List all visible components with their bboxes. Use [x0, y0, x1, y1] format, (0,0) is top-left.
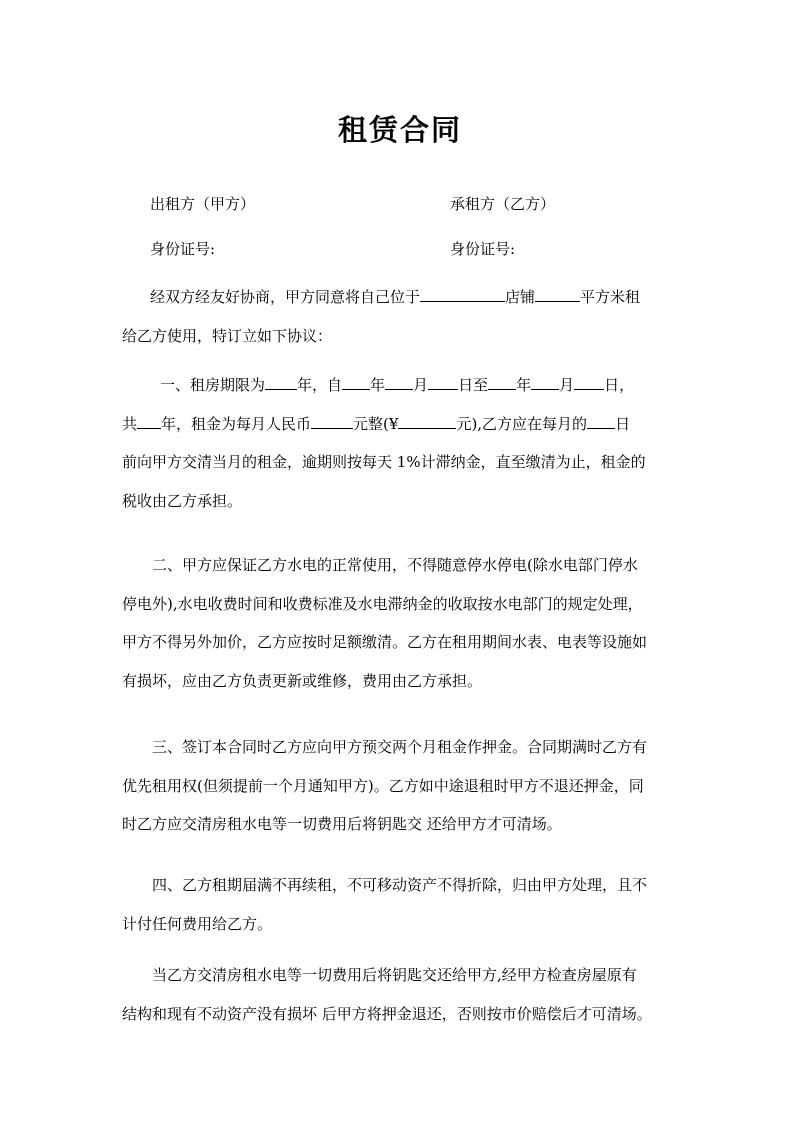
id-a-label: 身份证号: [150, 240, 216, 258]
id-b-label: 身份证号: [450, 240, 516, 258]
closing-line-2: 结构和现有不动资产没有损坏 后甲方将押金退还，否则按市价赔偿后才可清场。 [122, 1004, 652, 1023]
clause-4-line-2: 计付任何费用给乙方。 [122, 914, 273, 933]
clause-2 [122, 546, 682, 700]
party-a-label: 出租方（甲方） [150, 195, 256, 213]
clause-2-line-4: 有损坏，应由乙方负责更新或维修，费用由乙方承担。 [122, 671, 483, 690]
clause-4-line-1: 四、乙方租期届满不再续租，不可移动资产不得折除，归由甲方处理，且不 [152, 876, 648, 894]
intro-line-1: 经双方经友好协商，甲方同意将自己位于 店铺 平方米租 [150, 288, 641, 306]
intro-line-2: 给乙方使用，特订立如下协议： [122, 326, 333, 345]
start-day-blank [428, 375, 458, 390]
clause-3 [122, 728, 682, 844]
clause-1 [122, 366, 682, 520]
rent-number-blank [398, 414, 456, 429]
clause-1-line-4: 税收由乙方承担。 [122, 491, 243, 510]
document-title: 租赁合同 [337, 113, 462, 147]
term-years-blank [265, 375, 297, 390]
clause-2-line-1: 二、甲方应保证乙方水电的正常使用，不得随意停水停电(除水电部门停水 [152, 556, 638, 574]
clause-1-line-3: 前向甲方交清当月的租金，逾期则按每天 1%计滞纳金，直至缴清为止，租金的 [122, 453, 646, 471]
party-b-label: 承租方（乙方） [450, 195, 556, 213]
clause-3-line-1: 三、签订本合同时乙方应向甲方预交两个月租金作押金。合同期满时乙方有 [152, 738, 648, 756]
rent-amount-blank [311, 414, 353, 429]
location-blank [420, 287, 505, 302]
clause-1-line-1: 一、租房期限为 年，自 年 月 日至 年 月 日， [160, 376, 635, 394]
start-year-blank [342, 375, 370, 390]
end-year-blank [488, 375, 516, 390]
clause-4 [122, 866, 682, 943]
start-month-blank [385, 375, 413, 390]
clause-2-line-2: 停电外),水电收费时间和收费标准及水电滞纳金的收取按水电部门的规定处理， [122, 594, 643, 613]
area-blank [535, 287, 580, 302]
clause-1-line-2: 共 年，租金为每月人民币 元整(¥ 元),乙方应在每月的 日 [122, 414, 631, 433]
end-day-blank [574, 375, 604, 390]
clause-3-line-3: 时乙方应交清房租水电等一切费用后将钥匙交 还给甲方才可清场。 [122, 815, 562, 833]
end-month-blank [531, 375, 559, 390]
total-years-blank [137, 414, 161, 429]
intro-paragraph [122, 278, 682, 355]
clause-3-line-2: 优先租用权(但须提前一个月通知甲方)。乙方如中途退租时甲方不退还押金，同 [122, 776, 644, 795]
closing-paragraph [122, 956, 682, 1033]
pay-day-blank [587, 414, 615, 429]
clause-2-line-3: 甲方不得另外加价，乙方应按时足额缴清。乙方在租用期间水表、电表等设施如 [122, 633, 648, 651]
closing-line-1: 当乙方交清房租水电等一切费用后将钥匙交还给甲方,经甲方检查房屋原有 [152, 966, 637, 984]
